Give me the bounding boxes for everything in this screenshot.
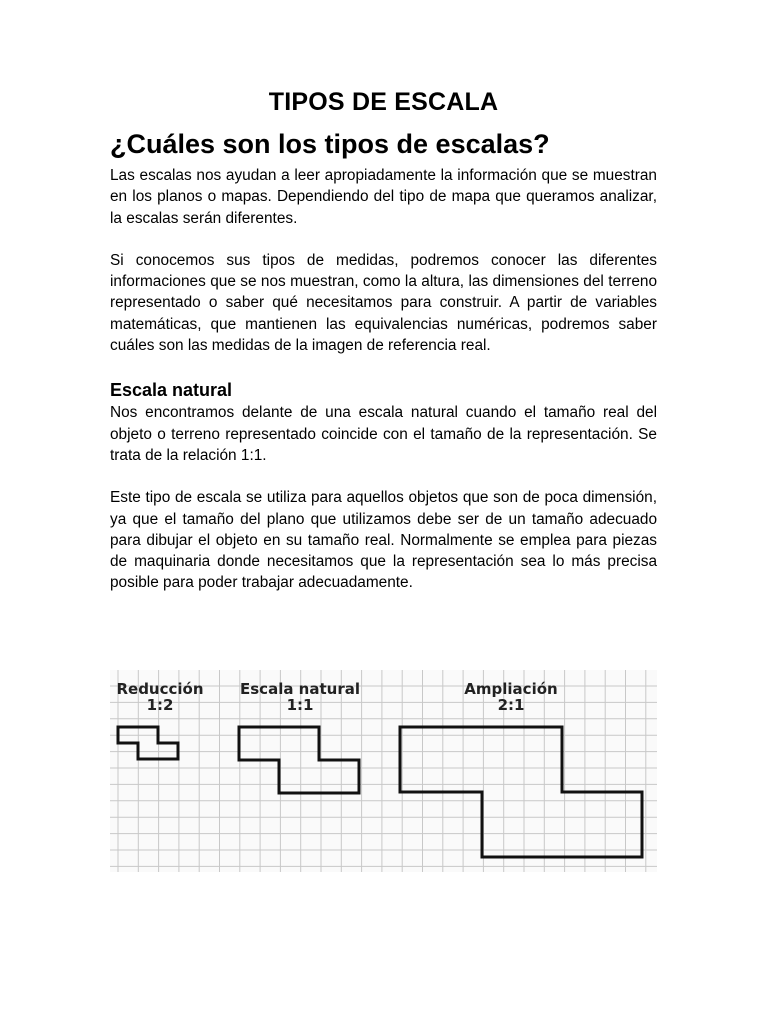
panel-ratio-escala-natural: 1:1	[286, 696, 314, 714]
intro-paragraph-1: Las escalas nos ayudan a leer apropiadamente la información que se muestran en los planos o mapas. Dependiendo del tipo de mapa que queramos analizar, la escalas serán diferentes.	[110, 167, 657, 227]
section-heading: Escala natural	[110, 380, 233, 401]
main-heading: ¿Cuáles son los tipos de escalas?	[110, 129, 550, 159]
document-title: TIPOS DE ESCALA	[268, 88, 499, 116]
panel-ratio-reduccion: 1:2	[146, 696, 174, 714]
panel-label-reduccion: Reducción	[116, 680, 204, 698]
document-page	[110, 88, 657, 615]
grid-background	[110, 670, 657, 872]
scale-grid-illustration	[110, 670, 657, 872]
scale-figure	[110, 670, 657, 872]
panel-label-ampliacion: Ampliación	[464, 680, 558, 698]
intro-paragraph-2: Si conocemos sus tipos de medidas, podremos conocer las diferentes informaciones que se nos muestran, como la altura, las dimensiones del terreno representado o saber qué necesitamos para construir. A partir de variables matemáticas, que mantienen las equivalencias numéricas, podremos saber cuáles son las medidas de la imagen de referencia real.	[110, 251, 657, 355]
panel-label-escala-natural: Escala natural	[240, 680, 360, 698]
panel-ratio-ampliacion: 2:1	[497, 696, 525, 714]
section-paragraph-2: Este tipo de escala se utiliza para aquellos objetos que son de poca dimensión, ya que el tamaño del plano que utilizamos debe ser de un tamaño adecuado para dibujar el objeto en su tamaño real. Normalmente se emplea para piezas de maquinaria donde necesitamos que la representación sea lo más precisa posible para poder trabajar adecuadamente.	[110, 489, 657, 592]
section-paragraph-1: Nos encontramos delante de una escala natural cuando el tamaño real del objeto o terreno representado coincide con el tamaño de la representación. Se trata de la relación 1:1.	[110, 404, 657, 464]
